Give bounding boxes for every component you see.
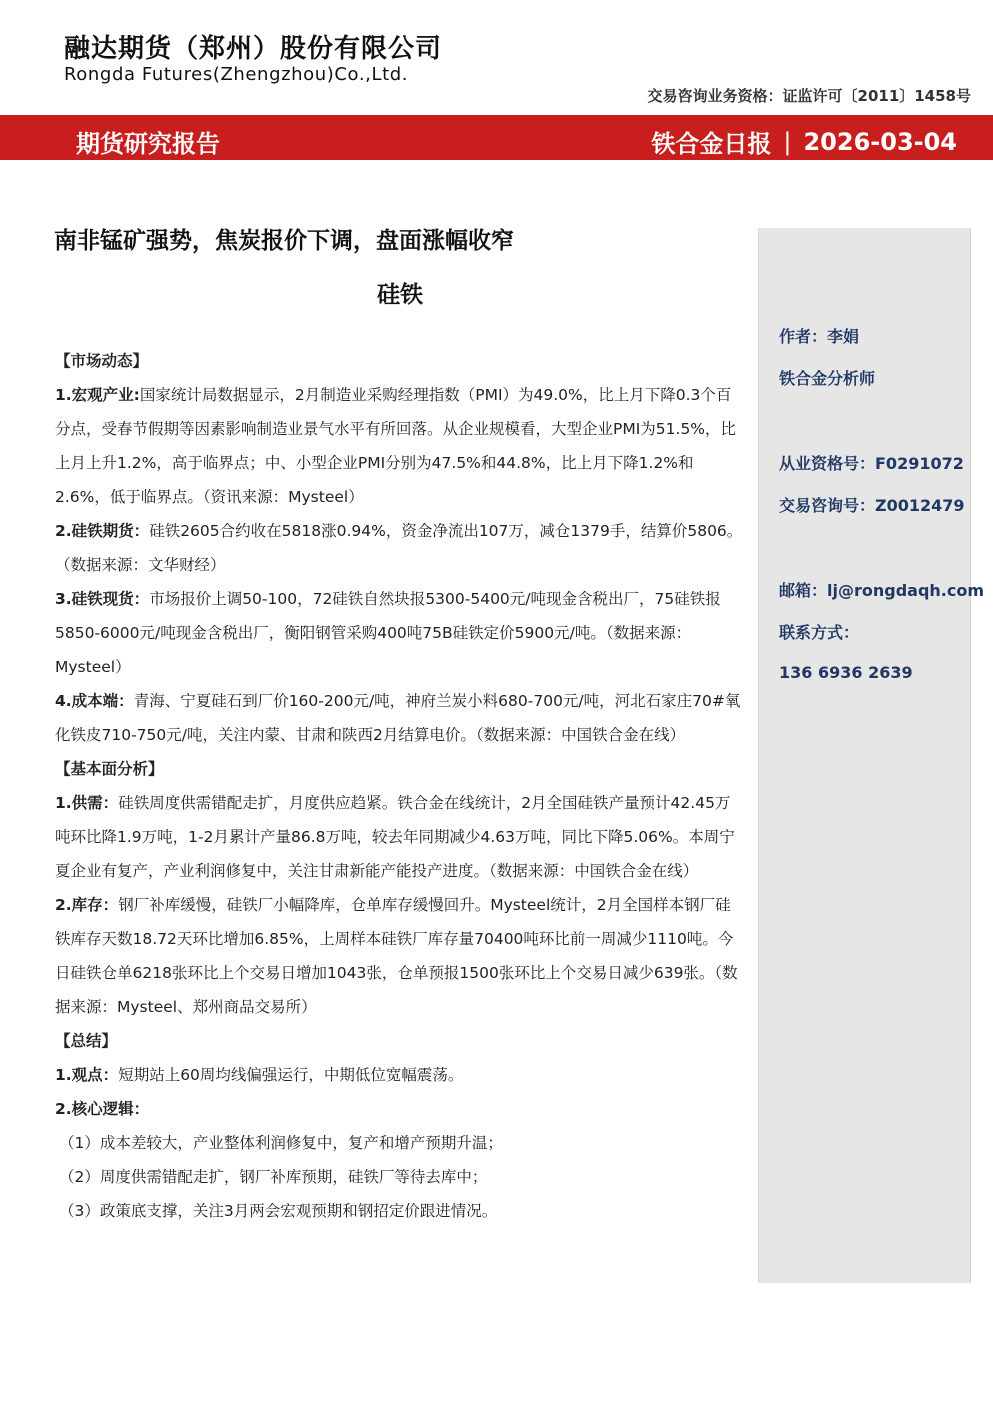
logic-point: （3）政策底支撑，关注3月两会宏观预期和钢招定价跟进情况。: [59, 1202, 498, 1220]
paragraph-lead: 2.库存：: [55, 896, 119, 914]
paragraph-text: 硅铁2605合约收在5818涨0.94%，资金净流出107万，减仓1379手，结算价5806。（数据来源：文华财经）: [55, 522, 743, 574]
qualification-number: 从业资格号：F0291072: [779, 454, 964, 473]
author-name: 作者：李娟: [779, 327, 860, 346]
section-heading-market: 【市场动态】: [55, 352, 149, 370]
paragraph-text: 硅铁周度供需错配走扩，月度供应趋紧。铁合金在线统计，2月全国硅铁产量预计42.45万吨环比降1.9万吨，1-2月累计产量86.8万吨，较去年同期减少4.63万吨，同比下降5.06%。本周宁夏企业有复产，产业利润修复中，关注甘肃新能产能投产进度。（数据来源：中国铁合金在线）: [55, 794, 735, 880]
paragraph: [55, 514, 745, 582]
paragraph: [55, 378, 745, 514]
section-heading-fundamental: 【基本面分析】: [55, 760, 164, 778]
logic-point: （2）周度供需错配走扩，钢厂补库预期，硅铁厂等待去库中；: [59, 1168, 488, 1186]
report-headline: 南非锰矿强势，焦炭报价下调，盘面涨幅收窄: [54, 228, 514, 254]
banner-report-type: 期货研究报告: [76, 130, 220, 158]
paragraph-text: 市场报价上调50-100，72硅铁自然块报5300-5400元/吨现金含税出厂，75硅铁报5850-6000元/吨现金含税出厂，衡阳钢管采购400吨75B硅铁定价5900元/吨。（数据来源：Mysteel）: [55, 590, 721, 676]
paragraph-lead: 1.供需：: [55, 794, 119, 812]
logic-point: （1）成本差较大，产业整体利润修复中，复产和增产预期升温；: [59, 1134, 503, 1152]
paragraph: [55, 1058, 745, 1092]
paragraph: [55, 786, 745, 888]
paragraph-text: 青海、宁夏硅石到厂价160-200元/吨，神府兰炭小料680-700元/吨，河北石家庄70#氧化铁皮710-750元/吨，关注内蒙、甘肃和陕西2月结算电价。（数据来源：中国铁合金在线）: [55, 692, 741, 744]
paragraph-lead: 3.硅铁现货：: [55, 590, 150, 608]
paragraph: [55, 888, 745, 1024]
author-sidebar: [758, 228, 985, 1283]
paragraph-lead: 1.观点：: [55, 1066, 119, 1084]
paragraph-lead: 4.成本端：: [55, 692, 134, 710]
banner-report-name: 铁合金日报: [651, 130, 772, 158]
paragraph: [55, 684, 745, 752]
paragraph: [55, 582, 745, 684]
paragraph-text: 钢厂补库缓慢，硅铁厂小幅降库，仓单库存缓慢回升。Mysteel统计，2月全国样本钢厂硅铁库存天数18.72天环比增加6.85%，上周样本硅铁厂库存量70400吨环比前一周减少1110吨。今日硅铁仓单6218张环比上个交易日增加1043张，仓单预报1500张环比上个交易日减少639张。（数据来源：Mysteel、郑州商品交易所）: [55, 896, 738, 1016]
paragraph-lead: 2.核心逻辑：: [55, 1100, 150, 1118]
consult-number: 交易咨询号：Z0012479: [779, 496, 965, 515]
banner-report-info: [651, 124, 957, 159]
banner-separator: |: [783, 127, 792, 156]
report-banner: [0, 115, 993, 160]
company-name-cn: 融达期货（郑州）股份有限公司: [64, 34, 443, 64]
paragraph-text: 国家统计局数据显示，2月制造业采购经理指数（PMI）为49.0%，比上月下降0.3个百分点，受春节假期等因素影响制造业景气水平有所回落。从企业规模看，大型企业PMI为51.5%，比上月上升1.2%，高于临界点；中、小型企业PMI分别为47.5%和44.8%，比上月下降1.2%和2.6%，低于临界点。（资讯来源：Mysteel）: [55, 386, 737, 506]
license-text: 交易咨询业务资格：证监许可〔2011〕1458号: [647, 87, 971, 105]
paragraph: [55, 1092, 745, 1126]
report-product: 硅铁: [377, 282, 423, 308]
banner-date: 2026-03-04: [803, 127, 957, 156]
paragraph-lead: 2.硅铁期货：: [55, 522, 150, 540]
contact-label: 联系方式：: [779, 623, 860, 642]
company-name-en: Rongda Futures(Zhengzhou)Co.,Ltd.: [64, 64, 409, 85]
report-body: [55, 344, 745, 1228]
section-heading-summary: 【总结】: [55, 1032, 118, 1050]
email-link[interactable]: 邮箱：lj@rongdaqh.com: [779, 581, 985, 600]
phone-number: 136 6936 2639: [779, 663, 913, 682]
paragraph-text: 短期站上60周均线偏强运行，中期低位宽幅震荡。: [118, 1066, 464, 1084]
author-role: 铁合金分析师: [779, 369, 876, 388]
paragraph-lead: 1.宏观产业:: [55, 386, 140, 404]
